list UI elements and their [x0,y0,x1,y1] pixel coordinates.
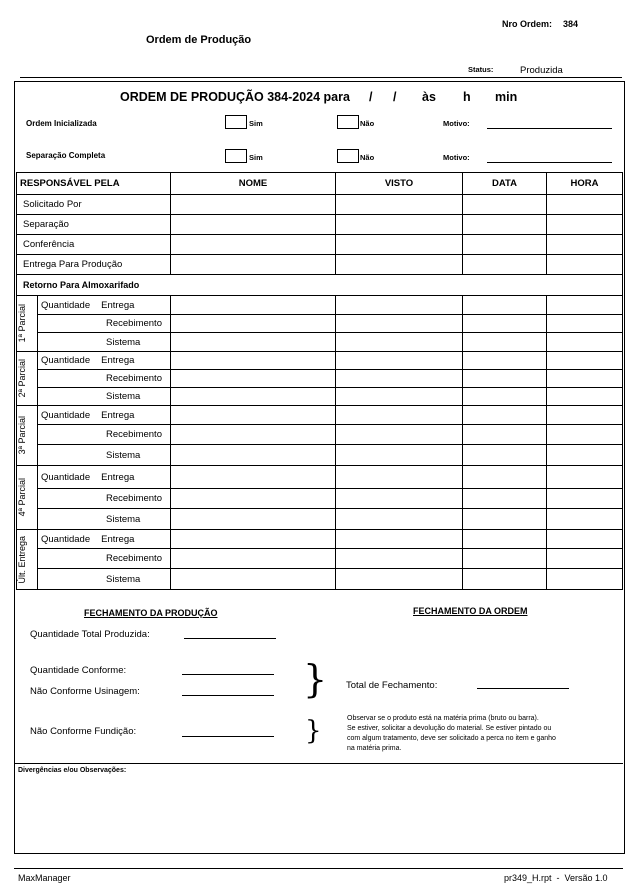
cell[interactable] [171,530,336,549]
quantity-cell [38,530,171,549]
col-responsavel: RESPONSÁVEL PELA [17,173,171,195]
cell[interactable] [547,489,623,509]
cell[interactable] [171,388,336,406]
cell[interactable] [171,255,336,275]
table-row [17,195,623,215]
footer-app-name: MaxManager [18,873,71,883]
total-produced-field[interactable] [184,638,276,639]
brace-icon: } [305,716,322,746]
cell[interactable] [547,315,623,333]
cell[interactable] [463,406,547,425]
cell[interactable] [336,425,463,445]
responsibility-table [16,172,623,590]
cell[interactable] [171,425,336,445]
cell[interactable] [463,296,547,315]
cell[interactable] [336,195,463,215]
cell[interactable] [547,530,623,549]
order-number-label: Nro Ordem: [502,19,553,29]
nc-machining-label: Não Conforme Usinagem: [30,686,140,697]
col-hora: HORA [547,173,623,195]
cell[interactable] [463,333,547,352]
recebimento-label: Recebimento [38,370,171,388]
initialized-nao-label: Não [360,119,375,128]
return-section-row [17,275,623,296]
cell[interactable] [336,509,463,530]
cell[interactable] [463,509,547,530]
entrega-label: Entrega [101,409,135,421]
cell[interactable] [336,333,463,352]
cell[interactable] [547,549,623,569]
separation-nao-checkbox[interactable] [337,149,359,163]
quantity-label: Quantidade [41,533,91,545]
cell[interactable] [336,406,463,425]
quantity-cell [38,406,171,425]
observations-label: Divergências e/ou Observações: [18,767,127,774]
date-separator-2: / [393,90,397,104]
cell[interactable] [336,255,463,275]
cell[interactable] [463,388,547,406]
cell[interactable] [171,549,336,569]
cell[interactable] [171,235,336,255]
separation-sim-label: Sim [249,153,263,162]
group-label: 3ª Parcial [17,416,27,455]
cell[interactable] [336,315,463,333]
quantity-label: Quantidade [41,299,91,311]
cell[interactable] [547,425,623,445]
sistema-label: Sistema [38,569,171,590]
initialized-nao-checkbox[interactable] [337,115,359,129]
brace-icon: } [303,657,328,701]
footer-divider [14,868,623,869]
cell[interactable] [336,445,463,466]
cell[interactable] [171,296,336,315]
sistema-label: Sistema [38,388,171,406]
row-label: Separação [17,215,171,235]
note-line: Se estiver, solicitar a devolução do material. Se estiver pintado ou [347,725,552,732]
group-label: 1ª Parcial [17,304,27,343]
cell[interactable] [336,352,463,370]
main-title: ORDEM DE PRODUÇÃO 384-2024 para [120,90,350,104]
separation-complete-label: Separação Completa [26,151,106,160]
cell[interactable] [463,489,547,509]
cell[interactable] [463,255,547,275]
cell[interactable] [463,352,547,370]
cell[interactable] [171,489,336,509]
observations-divider [14,763,623,764]
observation-note [347,714,556,754]
entrega-label: Entrega [101,471,135,483]
cell[interactable] [463,569,547,590]
note-line: Observar se o produto está na matéria prima (bruto ou barra). [347,715,539,722]
status-label: Status: [468,65,494,74]
cell[interactable] [547,388,623,406]
nc-casting-field[interactable] [182,736,274,737]
initialized-sim-label: Sim [249,119,263,128]
cell[interactable] [547,445,623,466]
cell[interactable] [336,235,463,255]
conforming-label: Quantidade Conforme: [30,665,127,676]
production-closing-title: FECHAMENTO DA PRODUÇÃO [84,608,218,618]
quantity-label: Quantidade [41,355,91,366]
cell[interactable] [171,445,336,466]
cell[interactable] [463,195,547,215]
cell[interactable] [547,352,623,370]
col-visto: VISTO [336,173,463,195]
cell[interactable] [171,509,336,530]
cell[interactable] [547,255,623,275]
cell[interactable] [547,509,623,530]
cell[interactable] [336,569,463,590]
cell[interactable] [547,370,623,388]
entrega-label: Entrega [101,299,135,311]
cell[interactable] [463,215,547,235]
footer-version: pr349_H.rpt - Versão 1.0 [504,873,608,883]
entrega-label: Entrega [101,355,135,366]
cell[interactable] [171,406,336,425]
group-label: 2ª Parcial [17,359,27,398]
initialized-motivo-field[interactable] [487,128,612,129]
col-nome: NOME [171,173,336,195]
recebimento-label: Recebimento [38,549,171,569]
observations-field[interactable] [18,778,618,848]
quantity-cell [38,352,171,370]
quantity-label: Quantidade [41,409,91,421]
cell[interactable] [336,296,463,315]
hour-label: h [463,90,471,104]
cell[interactable] [547,215,623,235]
nc-casting-label: Não Conforme Fundição: [30,726,137,737]
separation-sim-checkbox[interactable] [225,149,247,163]
sistema-label: Sistema [38,445,171,466]
cell[interactable] [463,466,547,489]
cell[interactable] [171,315,336,333]
cell[interactable] [336,489,463,509]
quantity-cell [38,296,171,315]
row-label: Entrega Para Produção [17,255,171,275]
group-label-cell [17,406,38,466]
recebimento-label: Recebimento [38,489,171,509]
cell[interactable] [171,333,336,352]
order-initialized-label: Ordem Inicializada [26,119,97,128]
col-data: DATA [463,173,547,195]
total-closing-label: Total de Fechamento: [346,680,438,691]
return-section-label: Retorno Para Almoxarifado [17,275,623,296]
status-value: Produzida [520,65,563,76]
minute-label: min [495,90,518,104]
cell[interactable] [547,333,623,352]
cell[interactable] [463,549,547,569]
cell[interactable] [336,215,463,235]
cell[interactable] [336,466,463,489]
cell[interactable] [547,296,623,315]
cell[interactable] [463,315,547,333]
cell[interactable] [336,388,463,406]
cell[interactable] [336,370,463,388]
entrega-label: Entrega [101,533,135,545]
cell[interactable] [463,530,547,549]
group-label-cell [17,296,38,352]
cell[interactable] [463,235,547,255]
cell[interactable] [171,215,336,235]
cell[interactable] [171,569,336,590]
cell[interactable] [547,406,623,425]
order-number: 384 [563,19,579,29]
separation-motivo-label: Motivo: [443,153,470,162]
cell[interactable] [547,195,623,215]
group-label: 4ª Parcial [17,478,27,517]
cell[interactable] [547,569,623,590]
order-closing-title: FECHAMENTO DA ORDEM [413,606,528,616]
group-label-cell [17,352,38,406]
group-label: Últ. Entrega [17,535,27,584]
sistema-label: Sistema [38,509,171,530]
time-as-label: às [422,90,436,104]
separation-nao-label: Não [360,153,375,162]
quantity-cell [38,466,171,489]
table-row [17,235,623,255]
header-divider [20,77,622,78]
doc-title: Ordem de Produção [146,34,252,46]
separation-motivo-field[interactable] [487,162,612,163]
group-label-cell [17,466,38,530]
note-line: com algum tratamento, deve ser solicitado a perca no item e ganho [347,735,556,742]
cell[interactable] [171,352,336,370]
table-header-row [17,173,623,195]
cell[interactable] [171,466,336,489]
cell[interactable] [171,370,336,388]
sistema-label: Sistema [38,333,171,352]
date-separator-1: / [369,90,373,104]
initialized-sim-checkbox[interactable] [225,115,247,129]
cell[interactable] [463,425,547,445]
cell[interactable] [336,530,463,549]
table-row [17,215,623,235]
cell[interactable] [547,235,623,255]
cell[interactable] [336,549,463,569]
row-label: Solicitado Por [17,195,171,215]
recebimento-label: Recebimento [38,425,171,445]
total-produced-label: Quantidade Total Produzida: [30,629,150,640]
recebimento-label: Recebimento [38,315,171,333]
note-line: na matéria prima. [347,745,402,752]
group-label-cell [17,530,38,590]
cell[interactable] [171,195,336,215]
cell[interactable] [547,466,623,489]
initialized-motivo-label: Motivo: [443,119,470,128]
conforming-field[interactable] [182,674,274,675]
cell[interactable] [463,370,547,388]
total-closing-field[interactable] [477,688,569,689]
cell[interactable] [463,445,547,466]
nc-machining-field[interactable] [182,695,274,696]
quantity-label: Quantidade [41,471,91,483]
row-label: Conferência [17,235,171,255]
table-row [17,255,623,275]
